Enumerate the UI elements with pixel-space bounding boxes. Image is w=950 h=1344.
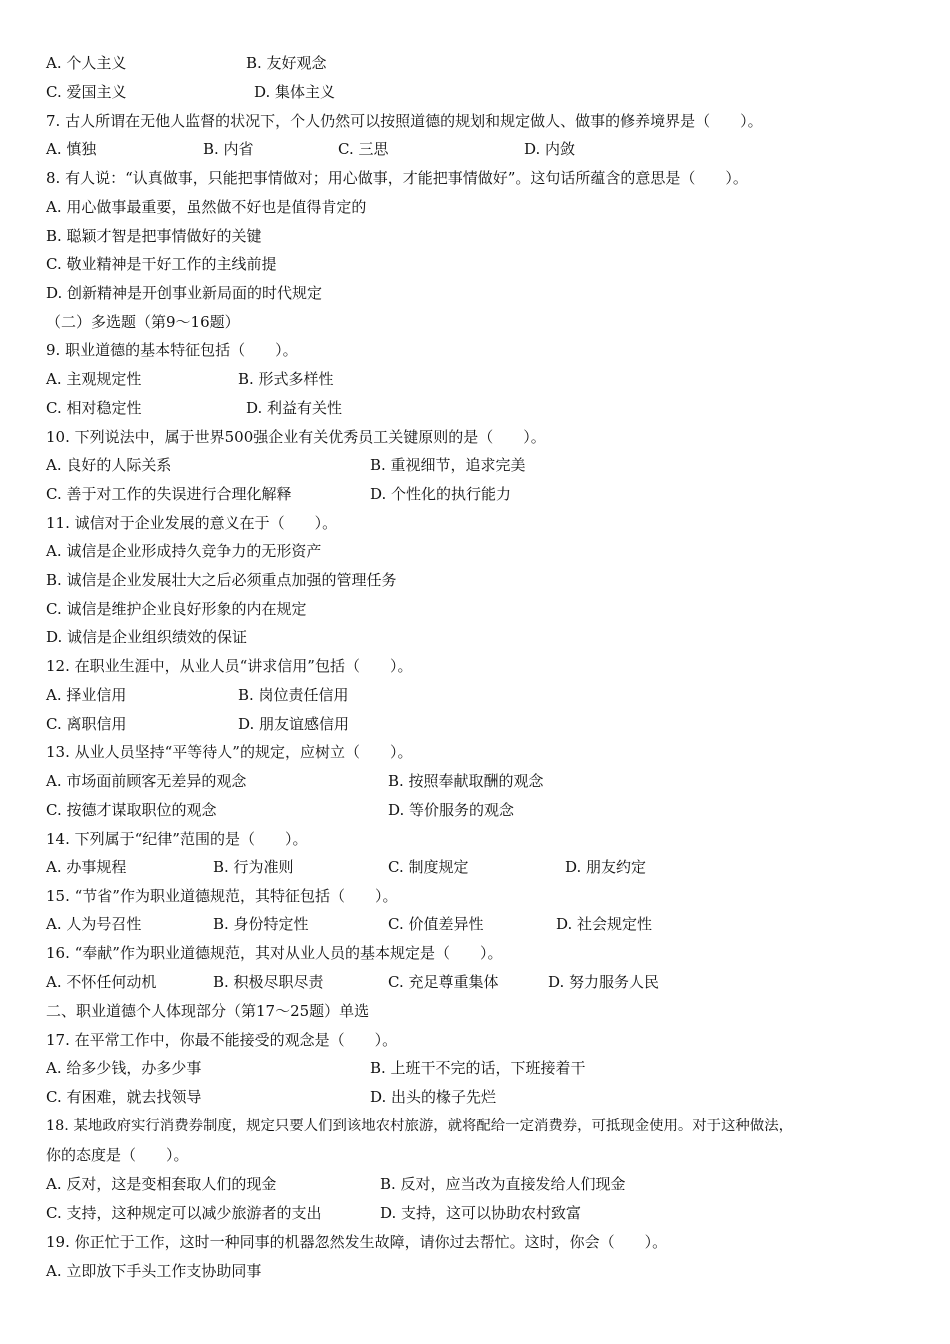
option-c: C. 爱国主义 — [46, 83, 127, 101]
option-b: B. 友好观念 — [246, 54, 327, 72]
option-a: A. 个人主义 — [46, 54, 127, 72]
option-d: D. 集体主义 — [254, 83, 336, 101]
document-page: A. 个人主义 B. 友好观念 C. 爱国主义 D. 集体主义 7. 古人所谓在无他人监督的状况下，个人仍然可以按照道德的规划和规定做人、做事的修养境界是（ ）。 A. 慎独 B. 内省 C. 三思 D. 内敛 8. 有人说：“认真做事，只能把事情做对；用心做事，才能把事情做好”。这句话所蕴含的意思是（ ）。 A. 用心做事最重要，虽然做不好也是值得肯定的 B. 聪颖才智是把事情做好的关键 C. 敬业精神是干好工作的主线前提 D. 创新精神是开创事业新局面的时代规定 （二）多选题（第9～16题） 9. 职业道德的基本特征包括（ ）。 A. 主观规定性 B. 形式多样性 C. 相对稳定性 D. 利益有关性 10. 下列说法中，属于世界500强企业有关优秀员工关键原则的是（ ）。 A. 良好的人际关系 B. 重视细节，追求完美 C. 善于对工作的失误进行合理化解释 D. 个性化的执行能力 11. 诚信对于企业发展的意义在于（ ）。 A. 诚信是企业形成持久竞争力的无形资产 B. 诚信是企业发展壮大之后必须重点加强的管理任务 C. 诚信是维护企业良好形象的内在规定 D. 诚信是企业组织绩效的保证 12. 在职业生涯中，从业人员“讲求信用”包括（ ）。 A. 择业信用 B. 岗位责任信用 C. 离职信用 D. 朋友谊感信用 13. 从业人员坚持“平等待人”的规定，应树立（ ）。 A. 市场面前顾客无差异的观念 B. 按照奉献取酬的观念 C. 按德才谋取职位的观念 D. 等价服务的观念 14. 下列属于“纪律”范围的是（ ）。 A. 办事规程 B. 行为准则 C. 制度规定 D. 朋友约定 15. “节省”作为职业道德规范，其特征包括（ ）。 A. 人为号召性 B. 身份特定性 C. 价值差异性 D. 社会规定性 16. “奉献”作为职业道德规范，其对从业人员的基本规定是（ ）。 A. 不怀任何动机 B. 积极尽职尽责 C. 充足尊重集体 D. 努力服务人民 二、职业道德个人体现部分（第17～25题）单选 17. 在平常工作中，你最不能接受的观念是（ ）。 A. 给多少钱，办多少事 B. 上班干不完的话，下班接着干 C. 有困难，就去找领导 D. 出头的椽子先烂 18. 某地政府实行消费券制度，规定只要人们到该地农村旅游，就将配给一定消费券，可抵现金使用。对于这种做法， 你的态度是（ ）。 A. 反对，这是变相套取人们的现金 B. 反对，应当改为直接发给人们现金 C. 支持，这种规定可以减少旅游者的支出 D. 支持，这可以协助农村致富 19. 你正忙于工作，这时一种同事的机器忽然发生故障，请你过去帮忙。这时，你会（ ）。 A. 立即放下手头工作支协助同事 — [46, 54, 793, 1280]
